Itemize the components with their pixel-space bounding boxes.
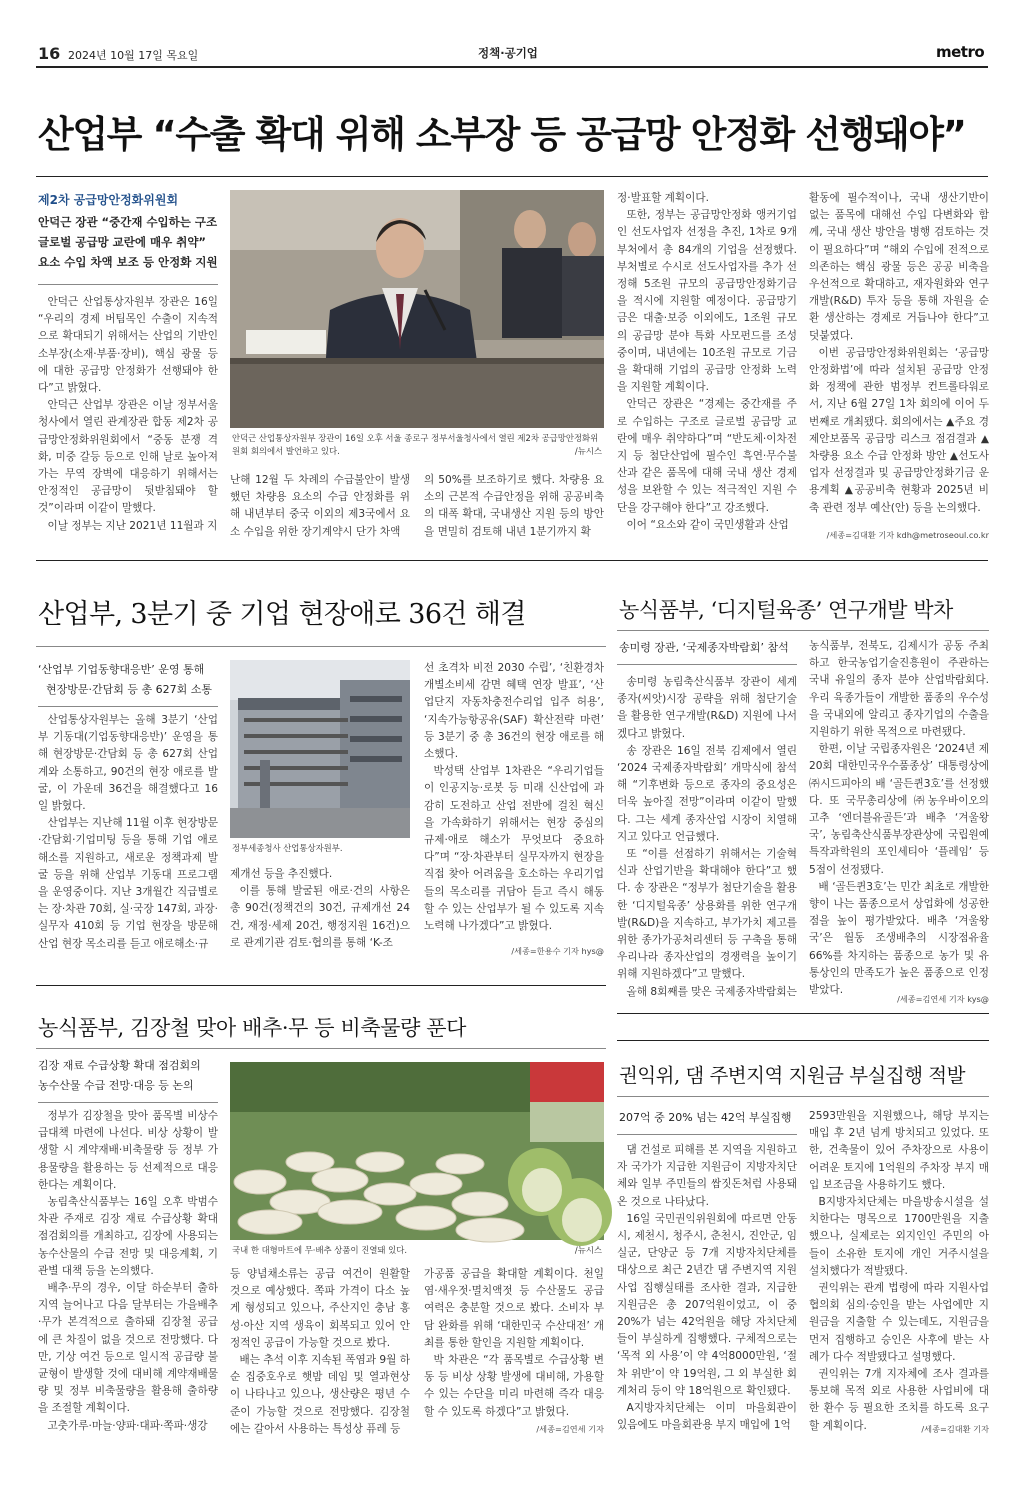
article1-subhead-line2: 글로벌 공급망 교란에 매우 취약” (38, 235, 206, 249)
article4-subhead-line1: 김장 재료 수급상황 확대 점검회의 (38, 1059, 201, 1072)
article2-col1 (38, 712, 218, 972)
article1-rule (36, 176, 988, 177)
article3-col2-p1: 농식품부, 전북도, 김제시가 공동 주최하고 한국농업기술진흥원이 주관하는 국내 유일의 종자 분야 산업박람회다. 우리 육종가들이 개발한 품종의 우수성을 국내외에 알리고 종자기업의 수출을 지원하기 위한 목적으로 마련됐다. (809, 640, 989, 739)
article5-rule (617, 1096, 989, 1097)
article2-photo (230, 660, 410, 838)
article2-photo-scene (230, 660, 410, 838)
article5-top-rule (617, 1040, 989, 1041)
article1-bottom-rule (36, 560, 988, 561)
article3-sub-divider (617, 664, 797, 665)
article4-col1-p2: 농림축산식품부는 16일 오후 박범수 차관 주재로 김장 재료 수급상황 확대 점검회의를 개최하고, 김장에 사용되는 농수산물의 수급 전망 및 대응계획, 기관별 대책 등을 논의했다. (38, 1196, 218, 1277)
article1-photo (230, 190, 604, 428)
article3-col1-p3: 또 “이를 선점하기 위해서는 기술혁신과 산업기반을 확대해야 한다”고 했다. 송 장관은 “정부가 첨단기술을 활용한 ‘디지털육종’ 상용화를 위한 연구개발(R&D)을 지속하고, 부가가치 제고를 위한 종가가공처리센터 등 구축을 통해 우리나라 종자산업의 경쟁력을 높이기 위해 지원하겠다”고 말했다. (617, 848, 797, 981)
article2-photo-caption: 정부세종청사 산업통상자원부. (232, 843, 343, 853)
article1-col5 (809, 190, 989, 526)
article4-byline: /세종=김연세 기자 (536, 1424, 604, 1434)
article1-col4-p2: 또한, 정부는 공급망안정화 앵커기업인 선도사업자 선정을 추진, 1차로 9개 부처에서 총 84개의 기업을 선정했다. 부처별로 수시로 선도사업자를 추가 선정해 5조원 규모의 공급망안정화기금을 적시에 지원할 예정이다. 공급망기금은 대출·보증 이외에도, 1조원 규모의 공급망 분야 특화 사모펀드를 조성 중이며, 내년에는 10조원 규모로 기금을 확대해 기업의 공급망 안정화 노력을 지원할 계획이다. (617, 209, 797, 394)
article1-col1 (38, 294, 218, 546)
article4-rule (36, 1048, 606, 1049)
article4-photo-scene (230, 1062, 604, 1240)
article2-col3 (424, 660, 604, 940)
article1-col5-p2: 이번 공급망안정화위원회는 ‘공급망안정화법’에 따라 설치된 공급망 안정화 정책에 관한 범정부 컨트롤타워로서, 지난 6월 27일 1차 회의에 이어 두 번째로 개최됐다. 회의에서는 ▲주요 경제안보품목 공급망 리스크 점검결과 ▲차량용 요소 수급 안정화 방안 ▲선도사업자 선정결과 및 공급망안정화기금 운용계획 ▲공공비축 현황과 2025년 비축 관련 정부 예산(안) 등을 논의했다. (809, 346, 989, 514)
article4-headline: 농식품부, 김장철 맞아 배추·무 등 비축물량 푼다 (38, 1016, 467, 1040)
article5-col1-p2: 16일 국민권익위원회에 따르면 안동시, 제천시, 청주시, 춘천시, 진안군, 임실군, 단양군 등 7개 지방자치단체를 대상으로 최근 2년간 댐 주변지역 지원사업 집행실태를 조사한 결과, 지급한 지원금은 총 207억원이었고, 이 중 20%가 넘는 42억원을 해당 자치단체들이 부실하게 집행했다. 구체적으로는 ‘목적 외 사용’이 약 4억8000만원, ‘절차 위반’이 약 19억원, 그 외 부실한 회계처리 등이 약 18억원으로 확인됐다. (617, 1212, 797, 1397)
article1-col1-p2: 안덕근 산업부 장관은 이날 정부서울청사에서 열린 관계장관 합동 제2차 공급망안정화위원회에서 “중동 분쟁 격화, 미중 갈등 등으로 인해 날로 높아져 가는 무역 장벽에 대응하기 위해서는 안정적인 공급망이 뒷받침돼야 할 것”이라며 이같이 말했다. (38, 399, 218, 515)
article1-photo-scene (230, 190, 604, 428)
article3-col2-p2: 한편, 이날 국립종자원은 ‘2024년 제20회 대한민국우수품종상’ 대통령상에 ㈜시드피아의 배 ‘골든퀸3호’를 선정했다. 또 국무총리상에 ㈜농우바이오의 고추 ‘엔더블유골든’과 배추 ‘겨울왕국’, 농림축산식품부장관상에 국립원예특작과학원의 포인세티아 ‘플레임’ 등 5점이 선정됐다. (809, 743, 989, 876)
article1-sub-divider (38, 284, 218, 285)
article2-col1-p1: 산업통상자원부는 올해 3분기 ‘산업부 기동대(기업동향대응반)’ 운영을 통해 현장방문·간담회 등 총 627회 산업계와 소통하고, 90건의 현장 애로를 발굴, 이 가운데 36건을 해결했다고 16일 밝혔다. (38, 714, 218, 813)
article2-col3-p1: 선 초격차 비전 2030 수립’, ‘친환경차 개별소비세 감면 혜택 연장 발표’, ‘산업단지 자동차충전수리업 입주 허용’, ‘지속가능항공유(SAF) 확산전략 마련’ 등 3분기 중 총 36건의 현장 애로를 해소했다. (424, 662, 604, 761)
article4-subhead-line2: 농수산물 수급 전망·대응 등 논의 (38, 1079, 194, 1092)
article4-col2 (230, 1266, 410, 1438)
article1-subhead-line3: 요소 수입 차액 보조 등 안정화 지원 (38, 255, 218, 269)
article4-col1-p1: 정부가 김장철을 맞아 품목별 비상수급대책 마련에 나선다. 비상 상황이 발생할 시 계약재배·비축물량 등 정부 가용물량을 활용하는 등 선제적으로 대응한다는 계획이다. (38, 1110, 218, 1191)
article5-headline: 권익위, 댐 주변지역 지원금 부실집행 적발 (619, 1064, 965, 1087)
article5-sub-divider (617, 1134, 797, 1135)
article3-col2 (809, 638, 989, 997)
article2-byline: /세종=한용수 기자 hys@ (511, 946, 604, 956)
article5-col2-p3: 권익위는 관계 법령에 따라 지원사업협의회 심의·승인을 받는 사업에만 지원금을 지출할 수 있는데도, 지원금을 먼저 집행하고 승인은 사후에 받는 사례가 다수 적발됐다고 설명했다. (809, 1282, 989, 1363)
article4-col2-p1: 등 양념채소류는 공급 여건이 원활할 것으로 예상했다. 쪽파 가격이 다소 높게 형성되고 있으나, 주산지인 충남 홍성·아산 지역 생육이 회복되고 있어 안정적인 공급이 가능할 것으로 봤다. (230, 1268, 410, 1349)
article3-col1-p1: 송미령 농림축산식품부 장관이 세계 종자(씨앗)시장 공략을 위해 첨단기술을 활용한 연구개발(R&D) 지원에 나서겠다고 밝혔다. (617, 676, 797, 740)
article4-col1-p4: 고춧가루·마늘·양파·대파·쪽파·생강 (47, 1419, 208, 1432)
article4-photo-caption-text: 국내 한 대형마트에 무·배추 상품이 진열돼 있다. (232, 1245, 408, 1255)
article5-col1 (617, 1142, 797, 1438)
article1-col2-p1: 난해 12월 두 차례의 수급불안이 발생했던 차량용 요소의 수급 안정화를 위해 내년부터 중국 이외의 제3국에서 요소 수입을 위한 장기계약시 단가 차액 (230, 474, 410, 538)
article1-col4-p1: 정·발표할 계획이다. (617, 192, 709, 204)
article4-sub-divider (38, 1102, 218, 1103)
article4-col3 (424, 1266, 604, 1418)
article3-byline: /세종=김연세 기자 kys@ (897, 994, 989, 1004)
article2-subhead-line1: ‘산업부 기업동향대응반’ 운영 통해 (38, 663, 205, 676)
article1-photo-credit: /뉴시스 (574, 446, 602, 456)
article2-rule (36, 646, 606, 647)
article3-subhead: 송미령 장관, ‘국제종자박람회’ 참석 (619, 641, 789, 654)
article1-col5-p1: 활동에 필수적이나, 국내 생산기반이 없는 품목에 대해선 수입 다변화와 함께, 국내 생산 방안을 병행 검토하는 것이 필요하다”며 “해외 수입에 전적으로 의존하는 핵심 광물 등은 공공 비축을 우선적으로 확대하고, 재자원화와 연구개발(R&D) 투자 등을 통해 자원을 순환 생산하는 경제로 거듭나야 한다”고 덧붙였다. (809, 192, 989, 342)
article3-col1-p4: 올해 8회째를 맞은 국제종자박람회는 (626, 985, 797, 998)
article1-subhead-line1: 안덕근 장관 “중간재 수입하는 구조 (38, 215, 218, 229)
article5-byline: /세종=김대환 기자 (921, 1424, 989, 1434)
article2-headline: 산업부, 3분기 중 기업 현장애로 36건 해결 (38, 599, 526, 630)
article1-kicker: 제2차 공급망안정화위원회 (38, 193, 179, 207)
article5-col2-p4: 권익위는 7개 지자체에 조사 결과를 통보해 목적 외로 사용한 사업비에 대한 환수 등 필요한 조치를 하도록 요구할 계획이다. (809, 1368, 989, 1432)
article1-col4-p3: 안덕근 장관은 “경제는 중간재를 주로 수입하는 구조로 글로벌 공급망 교란에 매우 취약하다”며 “반도체·이차전지 등 첨단산업에 필수인 흑연·무수불산과 같은 품목에 대해 국내 생산 경제성을 보완할 수 있는 적극적인 지원 수단을 강구해야 한다”고 강조했다. (617, 398, 797, 514)
article2-col1-p2: 산업부는 지난해 11월 이후 현장방문·간담회·기업미팅 등을 통해 기업 애로해소를 지원하고, 새로운 정책과제 발굴 등을 위해 산업부 기동대 프로그램을 운영중이다. 지난 3개월간 직급별로는 장·차관 70회, 실·국장 147회, 과장·실무자 410회 등 기업 현장을 방문해 산업 현장 목소리를 듣고 애로해소·규 (38, 817, 218, 950)
article1-col3 (424, 472, 604, 546)
article1-col4-p4: 이어 “요소와 같이 국민생활과 산업 (626, 518, 789, 531)
article1-headline: 산업부 “수출 확대 위해 소부장 등 공급망 안정화 선행돼야” (38, 113, 966, 156)
article2-col2-p2: 이를 통해 발굴된 애로·건의 사항은 총 90건(정책건의 30건, 규제개선 24건, 재정·세제 20건, 행정지원 16건)으로 관계기관 검토·협의를 통해 ‘K-조 (230, 885, 410, 949)
article1-col1-p3: 이날 정부는 지난 2021년 11월과 지 (47, 519, 218, 532)
article5-col2-p1: 2593만원을 지원했으나, 해당 부지는 매입 후 2년 넘게 방치되고 있었다. 또한, 건축물이 있어 주차장으로 사용이 어려운 토지에 1억원의 주차장 부지 매입 보조금을 사용하기도 했다. (809, 1110, 989, 1191)
article4-col3-p2: 박 차관은 “각 품목별로 수급상황 변동 등 비상 상황 발생에 대비해, 가용할 수 있는 수단을 미리 마련해 즉각 대응할 수 있도록 하겠다”고 밝혔다. (424, 1354, 604, 1418)
page-number: 16 (38, 44, 61, 63)
article4-col1-p3: 배추·무의 경우, 이달 하순부터 출하지역 늘어나고 다음 달부터는 가을배추·무가 본격적으로 출하돼 김장철 공급에 큰 차질이 없을 것으로 전망했다. 다만, 기상 여건 등으로 일시적 공급량 불균형이 발생할 것에 대비해 계약재배물량 및 정부 비축물량을 활용해 출하량을 조절할 계획이다. (38, 1282, 218, 1415)
article3-col1 (617, 674, 797, 1008)
article2-col2-p1: 제개선 등을 추진했다. (230, 868, 333, 880)
article4-col2-p2: 배는 추석 이후 지속된 폭염과 9월 하순 집중호우로 햇밤 데임 및 열과현상이 나타나고 있으나, 생산량은 평년 수준이 가능할 것으로 전망했다. 김장철에는 갈아서 사용하는 특성상 퓨레 등 (230, 1354, 410, 1435)
article4-col3-p1: 가공품 공급을 확대할 계획이다. 천일염·새우젓·멸치액젓 등 수산물도 공급 여력은 충분할 것으로 봤다. 소비자 부담 완화를 위해 ‘대한민국 수산대전’ 개최를 통한 할인을 지원할 계획이다. (424, 1268, 604, 1349)
article2-sub-divider (38, 706, 218, 707)
header-rule (36, 66, 988, 68)
article3-headline: 농식품부, ‘디지털육종’ 연구개발 박차 (619, 598, 953, 622)
article1-col1-p1: 안덕근 산업통상자원부 장관은 16일 “우리의 경제 버팀목인 수출이 지속적으로 확대되기 위해서는 산업의 기반인 소부장(소재·부품·장비), 핵심 광물 등에 대한 공급망 안정화가 선행돼야 한다”고 밝혔다. (38, 296, 218, 395)
article2-subhead-line2: 현장방문·간담회 등 총 627회 소통 (46, 683, 212, 696)
article1-col2 (230, 472, 410, 546)
middle-bottom-rule-right (617, 1013, 989, 1014)
article5-subhead: 207억 중 20% 넘는 42억 부실집행 (619, 1111, 792, 1124)
article3-col1-p2: 송 장관은 16일 전북 김제에서 열린 ‘2024 국제종자박람회’ 개막식에 참석해 “기후변화 등으로 종자의 중요성은 더욱 높아질 전망”이라며 이같이 말했다. 그는 세계 종자산업 시장이 치열해지고 있다고 언급했다. (617, 744, 797, 843)
issue-date: 2024년 10월 17일 목요일 (68, 49, 199, 62)
article2-col2 (230, 866, 410, 972)
article4-photo-credit: /뉴시스 (574, 1245, 602, 1255)
article5-col1-p3: A지방자치단체는 이미 마을회관이 있음에도 마을회관용 부지 매입에 1억 (617, 1402, 797, 1432)
article2-subhead (38, 660, 223, 700)
article2-col3-p2: 박성택 산업부 1차관은 “우리기업들이 인공지능·로봇 등 미래 신산업에 과감히 도전하고 산업 전반에 걸친 혁신을 가속화하기 위해서는 현장 중심의 규제·애로 해소가 무엇보다 중요하다”며 “장·차관부터 실무자까지 현장을 직접 찾아 어려움을 호소하는 우리기업들의 목소리를 귀담아 듣고 즉시 해동할 수 있는 산업부가 될 수 있도록 지속 노력해 나가겠다”고 밝혔다. (424, 765, 604, 933)
article1-byline: /세종=김대환 기자 kdh@metroseoul.co.kr (826, 530, 989, 540)
article3-rule (617, 630, 989, 631)
section-name: 정책·공기업 (478, 46, 538, 60)
article1-photo-caption (232, 432, 602, 458)
article5-col2-p2: B지방자치단체는 마을방송시설을 설치한다는 명목으로 1700만원을 지출했으나, 실제로는 외지인인 주민의 아들이 소유한 토지에 개인 거주시설을 설치했다가 적발됐다. (809, 1196, 989, 1277)
metro-logo: metro (936, 43, 985, 61)
article5-col1-p1: 댐 건설로 피해를 본 지역을 지원하고자 국가가 지급한 지원금이 지방자치단체와 일부 주민들의 쌈짓돈처럼 사용돼 온 것으로 나타났다. (617, 1144, 797, 1208)
article4-photo-caption (232, 1244, 602, 1257)
article1-photo-caption-text: 안덕근 산업통상자원부 장관이 16일 오후 서울 종로구 정부서울청사에서 열린 제2차 공급망안정화위원회 회의에서 발언하고 있다. (232, 433, 599, 456)
article4-subhead (38, 1056, 223, 1096)
article1-col3-p1: 의 50%를 보조하기로 했다. 차량용 요소의 근본적 수급안정을 위해 공공비축의 대폭 확대, 국내생산 지원 등의 방안을 면밀히 검토해 내년 1분기까지 확 (424, 474, 604, 538)
middle-bottom-rule-left (36, 985, 606, 986)
article4-col1 (38, 1108, 218, 1438)
article3-col2-p3: 배 ‘골든퀸3호’는 민간 최초로 개발한 향이 나는 품종으로서 상업화에 성공한 점을 높이 평가받았다. 배추 ‘겨울왕국’은 월동 조생배추의 시장점유율 66%를 차지하는 품종으로 농가 및 유통상인의 만족도가 높은 품종으로 인정받았다. (809, 880, 989, 997)
article4-photo (230, 1062, 604, 1240)
article1-col4 (617, 190, 797, 546)
article1-subhead (38, 212, 223, 272)
